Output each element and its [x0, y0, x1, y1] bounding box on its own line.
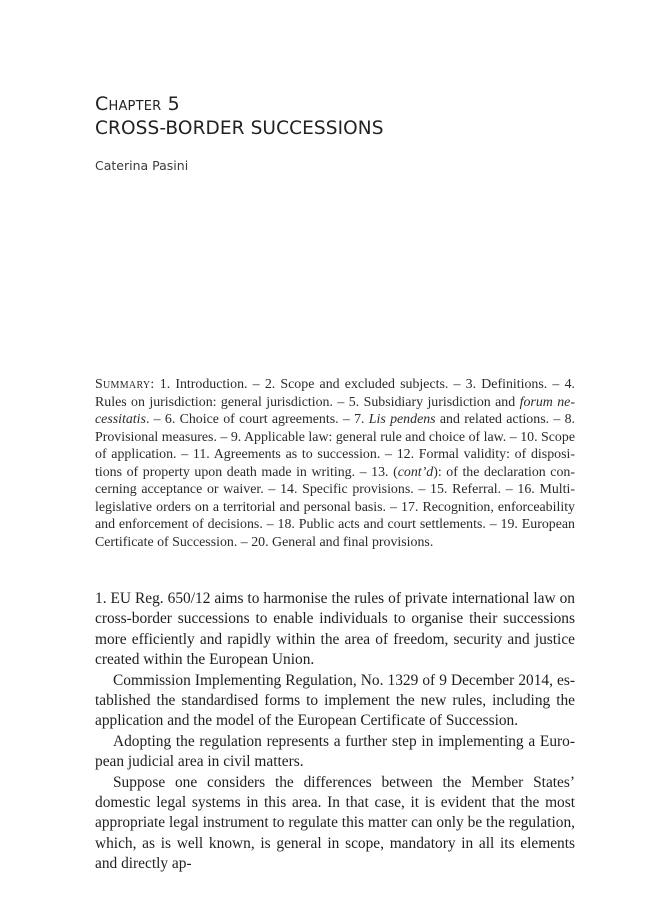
paragraph-4: Suppose one considers the differences between the Member States’ domestic legal systems in this area. In that case, it is evident that the most appropriate legal instrument to regulate this matter can only be the regulation, which, as is well known, is general in scope, mandatory in all its elements and directly ap- [95, 773, 575, 873]
summary-text-2: . – 6. Choice of court agreements. – 7. [145, 412, 369, 427]
paragraph-2: Commission Implementing Regulation, No. 1329 of 9 December 2014, established the standardised forms to implement the new rules, including the application and the model of the European Certificate of Succession. [95, 671, 575, 730]
paragraph-1: 1. EU Reg. 650/12 aims to harmonise the rules of private international law on cross-border successions to enable individuals to organise their successions more efficiently and rapidly within the area of freedom, security and justice created within the European Union. [95, 590, 575, 669]
summary-italic-3: cont’d [397, 464, 434, 480]
summary-italic-1: forum necessitatis [95, 394, 575, 427]
summary-text-4: ): of the declaration concerning acceptance or waiver. – 14. Specific provisions. – 15. Referral. – 16. Multilegislative orders on a territorial and personal basis. – 17. Recognition, enforceability and enforcement of decisions. – 18. Public acts and court settlements. – 19. European Certificate of Succession. – 20. General and final provisions. [95, 464, 575, 550]
summary-text-1: 1. Introduction. – 2. Scope and excluded subjects. – 3. Definitions. – 4. Rules on jurisdiction: general jurisdiction. – 5. Subsidiary jurisdiction and [95, 377, 575, 410]
body-text [95, 589, 575, 875]
chapter-title: CROSS-BORDER SUCCESSIONS [95, 118, 384, 139]
paragraph-3: Adopting the regulation represents a further step in implementing a European judicial area in civil matters. [95, 732, 575, 771]
chapter-heading [95, 92, 575, 142]
summary-text-3: and related actions. – 8. Provisional measures. – 9. Applicable law: general rule and choice of law. – 10. Scope of application. – 11. Agreements as to succession. – 12. Formal validity: of dispositions of property upon death made in writing. – 13. ( [95, 412, 575, 480]
summary-lead: Summary: [95, 377, 155, 392]
chapter-summary [95, 376, 575, 551]
author-name: Caterina Pasini [95, 158, 189, 173]
summary-italic-2: Lis pendens [368, 412, 436, 427]
chapter-label: Chapter 5 [95, 93, 180, 115]
